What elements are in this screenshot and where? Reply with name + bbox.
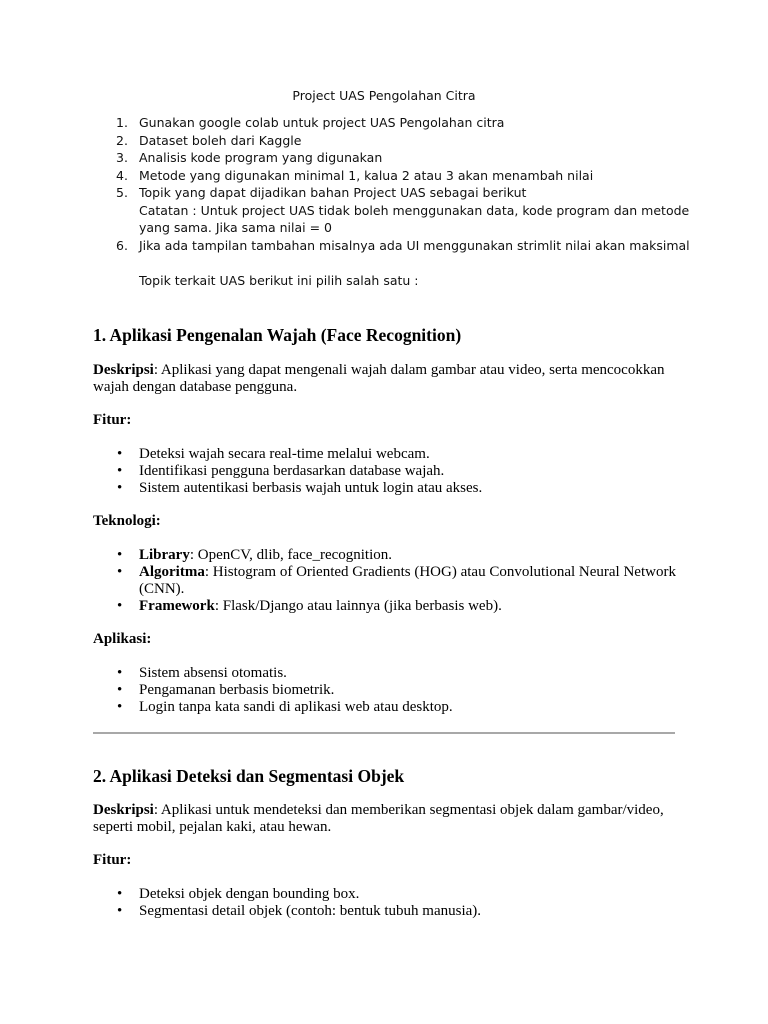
item-note: Catatan : Untuk project UAS tidak boleh menggunakan data, kode program dan metode yang sama. Jika sama nilai = 0 xyxy=(139,202,690,235)
list-item: • Pengamanan berbasis biometrik. xyxy=(117,682,677,699)
section-heading: 2. Aplikasi Deteksi dan Segmentasi Objek xyxy=(93,766,405,786)
applications-label: Aplikasi: xyxy=(93,631,152,647)
item-label: Library xyxy=(139,547,190,563)
item-text: Topik yang dapat dijadikan bahan Project UAS sebagai berikut xyxy=(139,185,527,200)
description-paragraph xyxy=(93,362,683,396)
instruction-item xyxy=(113,132,713,150)
description-label: Deskripsi xyxy=(93,802,154,818)
item-text: : OpenCV, dlib, face_recognition. xyxy=(189,547,393,563)
instruction-item xyxy=(113,237,713,255)
list-item xyxy=(117,547,677,564)
list-item xyxy=(117,598,677,615)
technology-list xyxy=(117,547,677,615)
instruction-item xyxy=(113,184,713,237)
item-text: : Histogram of Oriented Gradients (HOG) atau Convolutional Neural Network (CNN). xyxy=(139,564,676,597)
technology-label: Teknologi: xyxy=(93,513,161,529)
item-text: Jika ada tampilan tambahan misalnya ada UI menggunakan strimlit nilai akan maksimal xyxy=(139,237,690,253)
section-divider xyxy=(93,732,675,734)
list-item: • Sistem autentikasi berbasis wajah untuk login atau akses. xyxy=(117,480,677,497)
features-list xyxy=(117,886,677,920)
list-item: • Identifikasi pengguna berdasarkan database wajah. xyxy=(117,463,677,480)
item-label: Framework xyxy=(139,598,215,614)
list-item: • Sistem absensi otomatis. xyxy=(117,665,677,682)
list-item xyxy=(117,564,677,598)
features-label: Fitur: xyxy=(93,412,132,428)
section-heading: 1. Aplikasi Pengenalan Wajah (Face Recognition) xyxy=(93,325,462,345)
description-paragraph xyxy=(93,802,683,836)
instruction-list xyxy=(113,114,713,254)
features-list xyxy=(117,446,677,497)
list-item: • Segmentasi detail objek (contoh: bentuk tubuh manusia). xyxy=(117,903,677,920)
item-text: Analisis kode program yang digunakan xyxy=(139,150,383,165)
topic-note: Topik terkait UAS berikut ini pilih salah satu : xyxy=(139,273,419,288)
item-text: Gunakan google colab untuk project UAS Pengolahan citra xyxy=(139,115,505,130)
description-text: : Aplikasi yang dapat mengenali wajah dalam gambar atau video, serta mencocokkan wajah dengan database pengguna. xyxy=(93,362,665,395)
applications-list xyxy=(117,665,677,716)
description-text: : Aplikasi untuk mendeteksi dan memberikan segmentasi objek dalam gambar/video, seperti mobil, pejalan kaki, atau hewan. xyxy=(93,802,664,835)
item-text: Metode yang digunakan minimal 1, kalua 2 atau 3 akan menambah nilai xyxy=(139,167,594,183)
list-item: • Deteksi objek dengan bounding box. xyxy=(117,886,677,903)
item-number: 1. xyxy=(116,115,128,130)
item-number: 2. xyxy=(116,132,128,148)
list-item: • Deteksi wajah secara real-time melalui webcam. xyxy=(117,446,677,463)
item-text: Dataset boleh dari Kaggle xyxy=(139,132,302,148)
item-number: 5. xyxy=(116,185,128,200)
item-number: 3. xyxy=(116,150,128,165)
list-item: • Login tanpa kata sandi di aplikasi web atau desktop. xyxy=(117,699,677,716)
document-title: Project UAS Pengolahan Citra xyxy=(292,88,476,103)
features-label: Fitur: xyxy=(93,852,132,868)
item-number: 4. xyxy=(116,167,128,183)
instruction-item xyxy=(113,114,713,132)
item-label: Algoritma xyxy=(139,564,205,580)
instruction-item xyxy=(113,167,713,185)
item-text: : Flask/Django atau lainnya (jika berbasis web). xyxy=(214,598,502,614)
item-number: 6. xyxy=(116,237,128,253)
description-label: Deskripsi xyxy=(93,362,154,378)
instruction-item xyxy=(113,149,713,167)
